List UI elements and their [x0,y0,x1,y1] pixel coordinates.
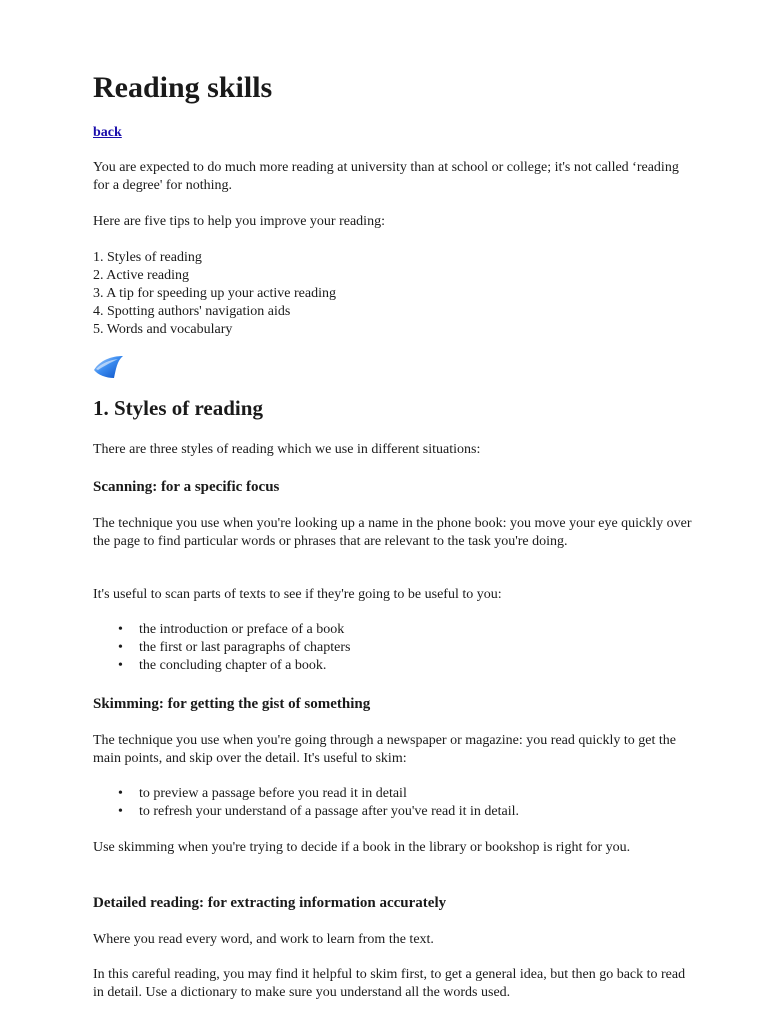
list-item-text: to refresh your understand of a passage after you've read it in detail. [139,804,519,819]
bullet-icon: • [118,804,123,819]
list-item [93,803,693,821]
skimming-paragraph-1: The technique you use when you're going through a newspaper or magazine: you read quickly to get the main points, and skip over the detail. It's useful to skim: [93,733,676,766]
tip-item: 4. Spotting authors' navigation aids [93,304,291,319]
tip-item: 3. A tip for speeding up your active reading [93,286,336,301]
section-intro: There are three styles of reading which we use in different situations: [93,442,481,457]
skimming-paragraph-2: Use skimming when you're trying to decide if a book in the library or bookshop is right for you. [93,840,631,855]
skimming-heading: Skimming: for getting the gist of something [93,696,371,712]
bullet-icon: • [118,622,123,637]
detailed-reading-heading: Detailed reading: for extracting information accurately [93,895,447,911]
intro-paragraph: You are expected to do much more reading at university than at school or college; it's not called ‘reading for a degree' for nothing. [93,160,679,193]
list-item [93,639,693,657]
detailed-paragraph-2: In this careful reading, you may find it helpful to skim first, to get a general idea, but then go back to read in detail. Use a dictionary to make sure you understand all the words used. [93,967,686,1000]
page-title: Reading skills [93,71,273,104]
section-heading-styles: 1. Styles of reading [93,396,263,420]
back-link[interactable]: back [93,125,122,140]
swoosh-logo-icon [92,354,126,380]
bullet-icon: • [118,658,123,673]
list-item-text: the first or last paragraphs of chapters [139,640,351,655]
tips-intro: Here are five tips to help you improve your reading: [93,214,385,229]
tip-item: 1. Styles of reading [93,250,202,265]
list-item [93,657,693,675]
bullet-icon: • [118,640,123,655]
list-item-text: the introduction or preface of a book [139,622,345,637]
list-item-text: to preview a passage before you read it in detail [139,786,407,801]
skimming-list [93,785,693,821]
scanning-paragraph-1: The technique you use when you're looking up a name in the phone book: you move your eye quickly over the page to find particular words or phrases that are relevant to the task you're doing. [93,516,692,549]
list-item [93,621,693,639]
scanning-paragraph-2: It's useful to scan parts of texts to see if they're going to be useful to you: [93,587,502,602]
scanning-list [93,621,693,675]
list-item-text: the concluding chapter of a book. [139,658,327,673]
tip-item: 5. Words and vocabulary [93,322,233,337]
tips-list [93,249,336,339]
bullet-icon: • [118,786,123,801]
scanning-heading: Scanning: for a specific focus [93,479,280,495]
list-item [93,785,693,803]
tip-item: 2. Active reading [93,268,190,283]
detailed-paragraph-1: Where you read every word, and work to learn from the text. [93,932,434,947]
